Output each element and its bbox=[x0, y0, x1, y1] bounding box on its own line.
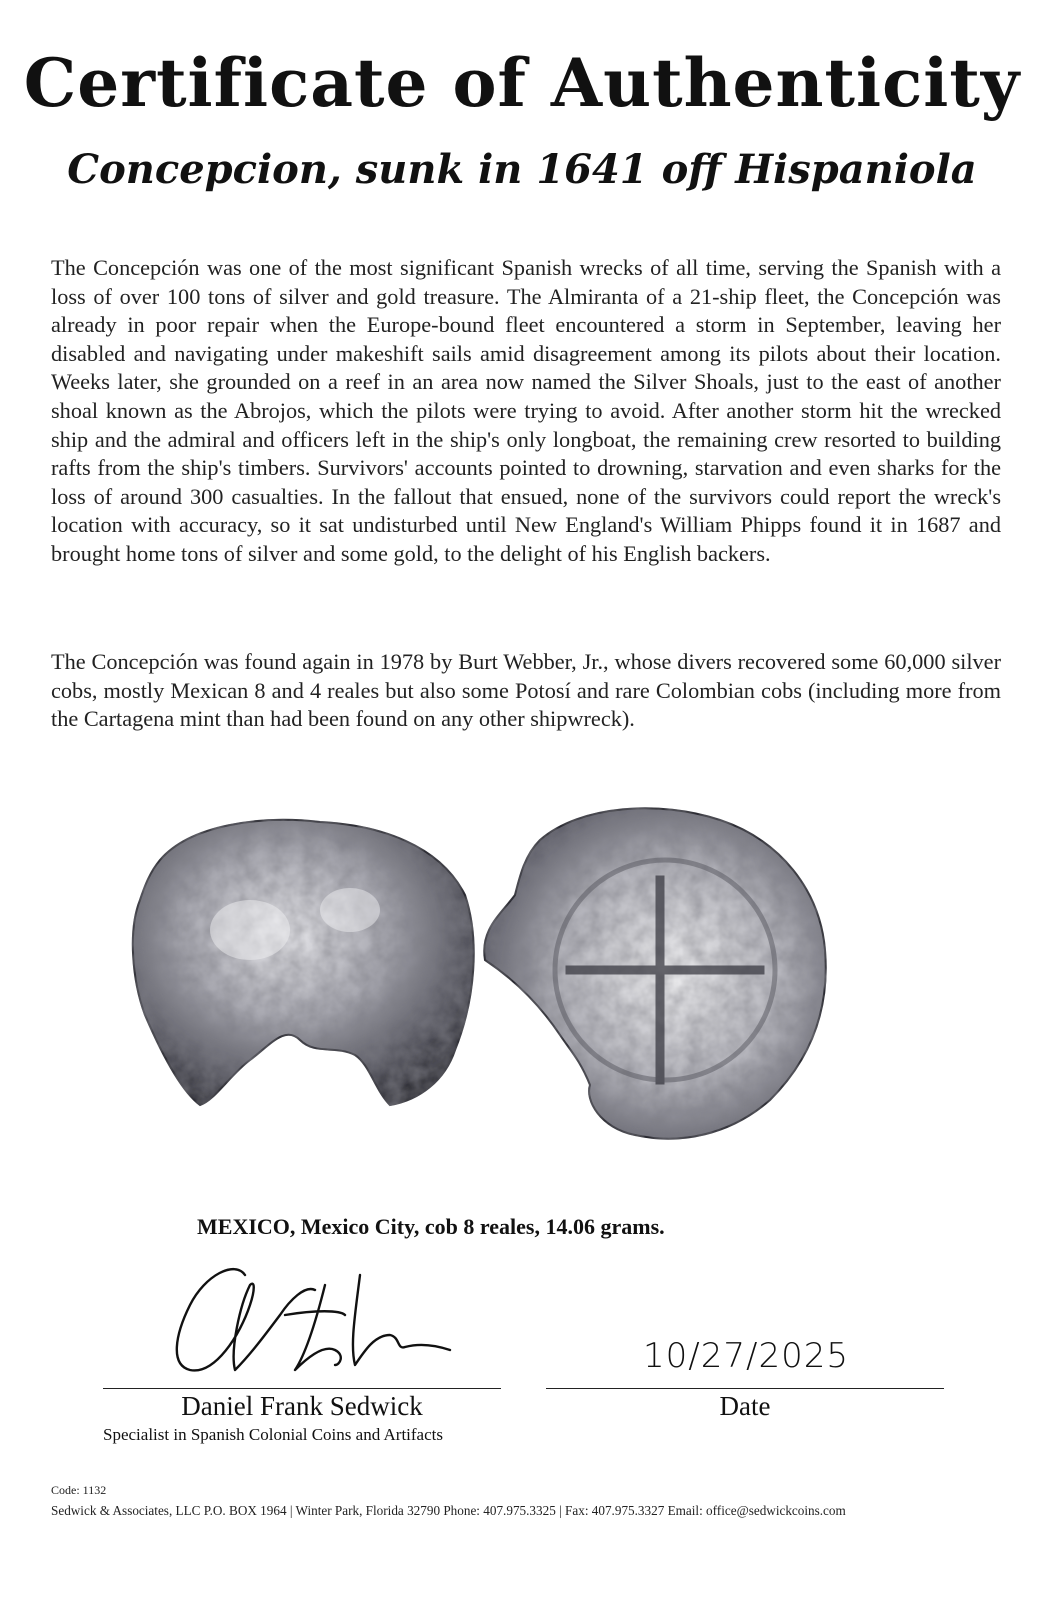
signatory-name: Daniel Frank Sedwick bbox=[181, 1391, 423, 1421]
coin-photographs bbox=[120, 800, 840, 1160]
certificate-code: Code: 1132 bbox=[51, 1483, 107, 1497]
company-contact-footer: Sedwick & Associates, LLC P.O. BOX 1964 | Winter Park, Florida 32790 Phone: 407.975.3325 | Fax: 407.975.3327 Email: office@sedwickcoins.com bbox=[51, 1503, 846, 1518]
coin-reverse bbox=[484, 808, 826, 1138]
certificate-subtitle: Concepcion, sunk in 1641 off Hispaniola bbox=[67, 146, 977, 193]
coin-caption: MEXICO, Mexico City, cob 8 reales, 14.06 grams. bbox=[197, 1214, 665, 1239]
history-paragraph-2: The Concepción was found again in 1978 by Burt Webber, Jr., whose divers recovered some 60,000 silver cobs, mostly Mexican 8 and 4 reales but also some Potosí and rare Colombian cobs (including more from the Cartagena mint than had been found on any other shipwreck). bbox=[51, 649, 1001, 732]
certificate-date: 10/27/2025 bbox=[643, 1336, 849, 1376]
coin-obverse bbox=[133, 820, 474, 1105]
signatory-title: Specialist in Spanish Colonial Coins and Artifacts bbox=[103, 1425, 443, 1444]
date-line bbox=[546, 1388, 944, 1389]
history-paragraph-1: The Concepción was one of the most significant Spanish wrecks of all time, serving the Spanish with a loss of over 100 tons of silver and gold treasure. The Almiranta of a 21-ship fleet, the Concepción was already in poor repair when the Europe-bound fleet encountered a storm in September, leaving her disabled and navigating under makeshift sails amid disagreement among its pilots about their location. Weeks later, she grounded on a reef in an area now named the Silver Shoals, just to the east of another shoal known as the Abrojos, which the pilots were trying to avoid. After another storm hit the wrecked ship and the admiral and officers left in the ship's only longboat, the remaining crew resorted to building rafts from the ship's timbers. Survivors' accounts pointed to drowning, starvation and even sharks for the loss of around 300 casualties. In the fallout that ensued, none of the survivors could report the wreck's location with accuracy, so it sat undisturbed until New England's William Phipps found it in 1687 and brought home tons of silver and some gold, to the delight of his English backers. bbox=[51, 255, 1001, 566]
signature-image bbox=[165, 1255, 455, 1385]
date-label: Date bbox=[719, 1391, 771, 1421]
signature-line bbox=[103, 1388, 501, 1389]
certificate-title: Certificate of Authenticity bbox=[23, 44, 1021, 122]
